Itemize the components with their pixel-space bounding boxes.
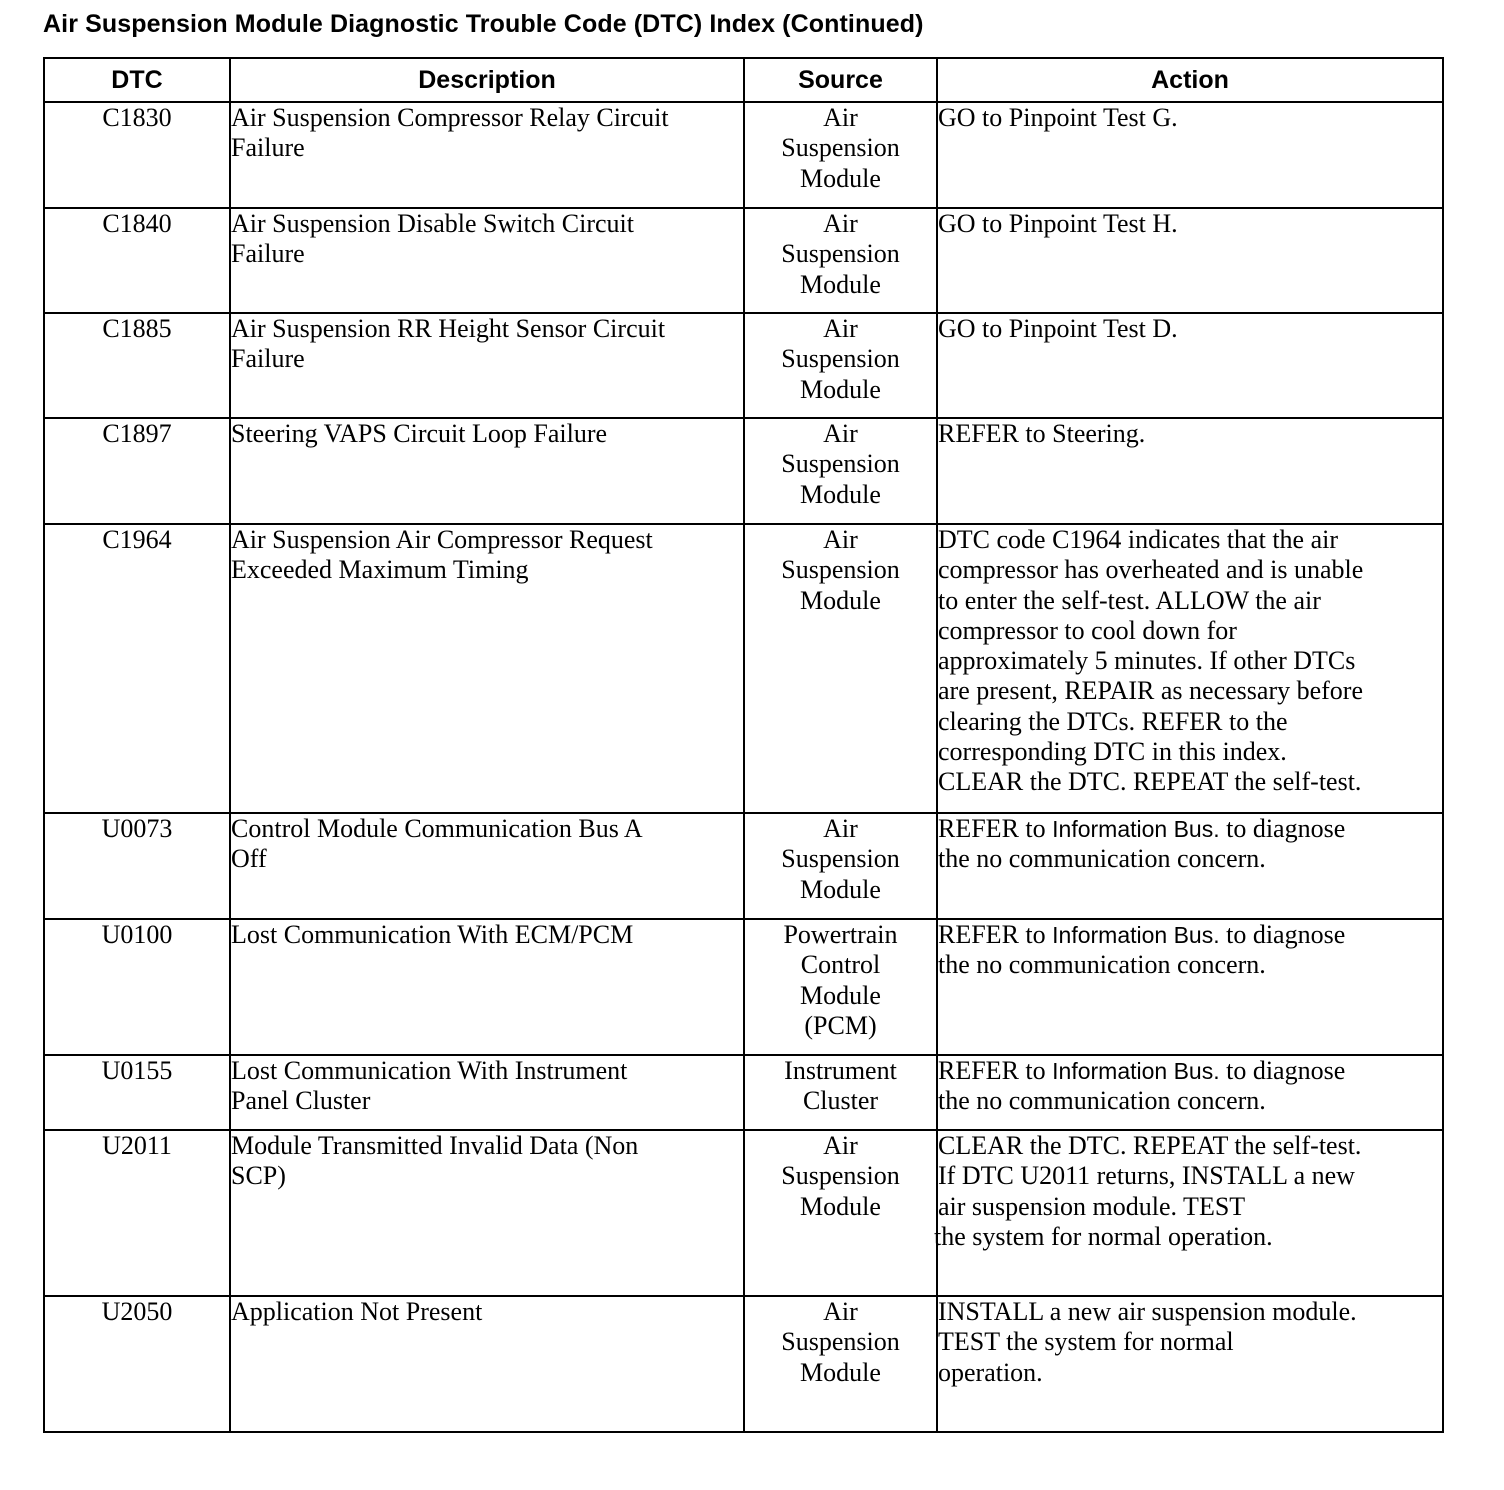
source-line: Air xyxy=(823,814,858,843)
source-line: Module xyxy=(800,585,881,615)
source-line: Instrument xyxy=(784,1056,897,1085)
table-row xyxy=(44,813,1443,919)
dtc-code: C1885 xyxy=(44,313,230,418)
dtc-description xyxy=(230,813,744,919)
source-line: Suspension xyxy=(781,1161,900,1191)
source-line: Module xyxy=(800,1191,881,1221)
page-title: Air Suspension Module Diagnostic Trouble Code (DTC) Index (Continued) xyxy=(43,10,924,38)
description-line: Air Suspension Disable Switch Circuit xyxy=(231,209,634,238)
information-bus-reference: Information Bus. xyxy=(1052,1058,1220,1084)
description-line: Off xyxy=(231,844,267,874)
source-line: Suspension xyxy=(781,555,900,585)
table-header-row xyxy=(44,58,1443,102)
action-text: REFER to xyxy=(938,920,1053,949)
information-bus-reference: Information Bus. xyxy=(1052,816,1220,842)
description-line: Failure xyxy=(231,344,305,374)
dtc-code: C1964 xyxy=(44,524,230,813)
action-line: GO to Pinpoint Test D. xyxy=(938,314,1178,343)
table-row xyxy=(44,102,1443,208)
action-line: the system for normal operation. xyxy=(934,1221,1273,1251)
action-text: REFER to xyxy=(938,814,1053,843)
column-header-source: Source xyxy=(744,58,937,102)
action-line: approximately 5 minutes. If other DTCs xyxy=(938,646,1356,676)
dtc-description xyxy=(230,1130,744,1296)
dtc-source xyxy=(744,313,937,418)
dtc-action xyxy=(937,313,1443,418)
source-line: Suspension xyxy=(781,133,900,163)
action-line: GO to Pinpoint Test H. xyxy=(938,209,1178,238)
action-text: to diagnose xyxy=(1219,920,1346,949)
source-line: Air xyxy=(823,103,858,132)
action-text: to diagnose xyxy=(1219,814,1346,843)
dtc-action xyxy=(937,1296,1443,1432)
table-row xyxy=(44,1055,1443,1130)
description-line: Air Suspension Air Compressor Request xyxy=(231,525,653,554)
column-header-dtc: DTC xyxy=(44,58,230,102)
dtc-index-table xyxy=(43,57,1444,1433)
action-line: the no communication concern. xyxy=(938,950,1266,980)
dtc-code: U2050 xyxy=(44,1296,230,1432)
table-row xyxy=(44,1130,1443,1296)
action-line: compressor has overheated and is unable xyxy=(938,555,1364,585)
description-line: Failure xyxy=(231,239,305,269)
table-row xyxy=(44,919,1443,1055)
dtc-source xyxy=(744,1055,937,1130)
action-line: CLEAR the DTC. REPEAT the self-test. xyxy=(938,1131,1362,1160)
source-line: Air xyxy=(823,314,858,343)
dtc-action xyxy=(937,102,1443,208)
source-line: Suspension xyxy=(781,1327,900,1357)
action-line: GO to Pinpoint Test G. xyxy=(938,103,1178,132)
action-line: CLEAR the DTC. REPEAT the self-test. xyxy=(938,767,1362,797)
dtc-action xyxy=(937,813,1443,919)
dtc-description xyxy=(230,313,744,418)
action-line xyxy=(938,814,1442,844)
source-line: (PCM) xyxy=(804,1010,877,1040)
dtc-action xyxy=(934,1130,1443,1296)
source-line: Module xyxy=(800,874,881,904)
description-line: Air Suspension RR Height Sensor Circuit xyxy=(231,314,666,343)
action-text: to diagnose xyxy=(1219,1056,1346,1085)
dtc-code: C1830 xyxy=(44,102,230,208)
dtc-action xyxy=(937,208,1443,313)
action-line: air suspension module. TEST xyxy=(938,1191,1246,1221)
dtc-source xyxy=(744,208,937,313)
column-header-action: Action xyxy=(937,58,1443,102)
dtc-description xyxy=(230,1296,744,1432)
source-line: Suspension xyxy=(781,344,900,374)
source-line: Powertrain xyxy=(783,920,898,949)
action-line: If DTC U2011 returns, INSTALL a new xyxy=(938,1161,1355,1191)
action-line: the no communication concern. xyxy=(938,1086,1266,1116)
source-line: Suspension xyxy=(781,844,900,874)
action-line xyxy=(938,920,1442,950)
action-line: are present, REPAIR as necessary before xyxy=(938,676,1364,706)
action-line: clearing the DTCs. REFER to the xyxy=(938,706,1288,736)
description-line: Application Not Present xyxy=(231,1297,483,1326)
table-row xyxy=(44,524,1443,813)
source-line: Air xyxy=(823,419,858,448)
dtc-action xyxy=(937,919,1443,1055)
source-line: Control xyxy=(800,950,881,980)
action-line: REFER to Steering. xyxy=(938,419,1146,448)
column-header-description: Description xyxy=(230,58,744,102)
dtc-description xyxy=(230,418,744,524)
dtc-code: C1840 xyxy=(44,208,230,313)
dtc-code: U0100 xyxy=(44,919,230,1055)
action-line: to enter the self-test. ALLOW the air xyxy=(938,585,1321,615)
description-line: Module Transmitted Invalid Data (Non xyxy=(231,1131,639,1160)
description-line: Lost Communication With Instrument xyxy=(231,1056,628,1085)
description-line: Control Module Communication Bus A xyxy=(231,814,643,843)
dtc-code: U0155 xyxy=(44,1055,230,1130)
source-line: Module xyxy=(800,980,881,1010)
source-line: Suspension xyxy=(781,239,900,269)
dtc-action xyxy=(937,524,1443,813)
dtc-source xyxy=(744,102,937,208)
action-line: compressor to cool down for xyxy=(938,615,1237,645)
action-text: REFER to xyxy=(938,1056,1053,1085)
table-row xyxy=(44,313,1443,418)
dtc-code: C1897 xyxy=(44,418,230,524)
dtc-code: U2011 xyxy=(44,1130,230,1296)
action-line: corresponding DTC in this index. xyxy=(938,737,1287,767)
action-line: operation. xyxy=(938,1357,1043,1387)
source-line: Module xyxy=(800,479,881,509)
dtc-description xyxy=(230,919,744,1055)
description-line: SCP) xyxy=(231,1161,286,1191)
source-line: Air xyxy=(823,525,858,554)
dtc-description xyxy=(230,102,744,208)
action-line: INSTALL a new air suspension module. xyxy=(938,1297,1357,1326)
source-line: Suspension xyxy=(781,449,900,479)
table-row xyxy=(44,1296,1443,1432)
dtc-source xyxy=(744,919,937,1055)
table-row xyxy=(44,208,1443,313)
dtc-description xyxy=(230,208,744,313)
dtc-source xyxy=(744,813,937,919)
action-line: DTC code C1964 indicates that the air xyxy=(938,525,1339,554)
description-line: Panel Cluster xyxy=(231,1086,371,1116)
dtc-description xyxy=(230,524,744,813)
description-line: Failure xyxy=(231,133,305,163)
source-line: Module xyxy=(800,163,881,193)
table-row xyxy=(44,418,1443,524)
source-line: Module xyxy=(800,269,881,299)
dtc-source xyxy=(744,1130,937,1296)
source-line: Cluster xyxy=(802,1086,879,1116)
description-line: Steering VAPS Circuit Loop Failure xyxy=(231,419,608,448)
dtc-action xyxy=(937,1055,1443,1130)
action-line xyxy=(938,1056,1442,1086)
source-line: Module xyxy=(800,1357,881,1387)
source-line: Module xyxy=(800,374,881,404)
dtc-action xyxy=(937,418,1443,524)
source-line: Air xyxy=(823,1131,858,1160)
description-line: Air Suspension Compressor Relay Circuit xyxy=(231,103,669,132)
dtc-code: U0073 xyxy=(44,813,230,919)
action-line: the no communication concern. xyxy=(938,844,1266,874)
dtc-source xyxy=(744,1296,937,1432)
source-line: Air xyxy=(823,1297,858,1326)
dtc-source xyxy=(744,418,937,524)
action-line: TEST the system for normal xyxy=(938,1327,1234,1357)
information-bus-reference: Information Bus. xyxy=(1052,922,1220,948)
source-line: Air xyxy=(823,209,858,238)
description-line: Lost Communication With ECM/PCM xyxy=(231,920,634,949)
dtc-description xyxy=(230,1055,744,1130)
dtc-source xyxy=(744,524,937,813)
description-line: Exceeded Maximum Timing xyxy=(231,555,529,585)
